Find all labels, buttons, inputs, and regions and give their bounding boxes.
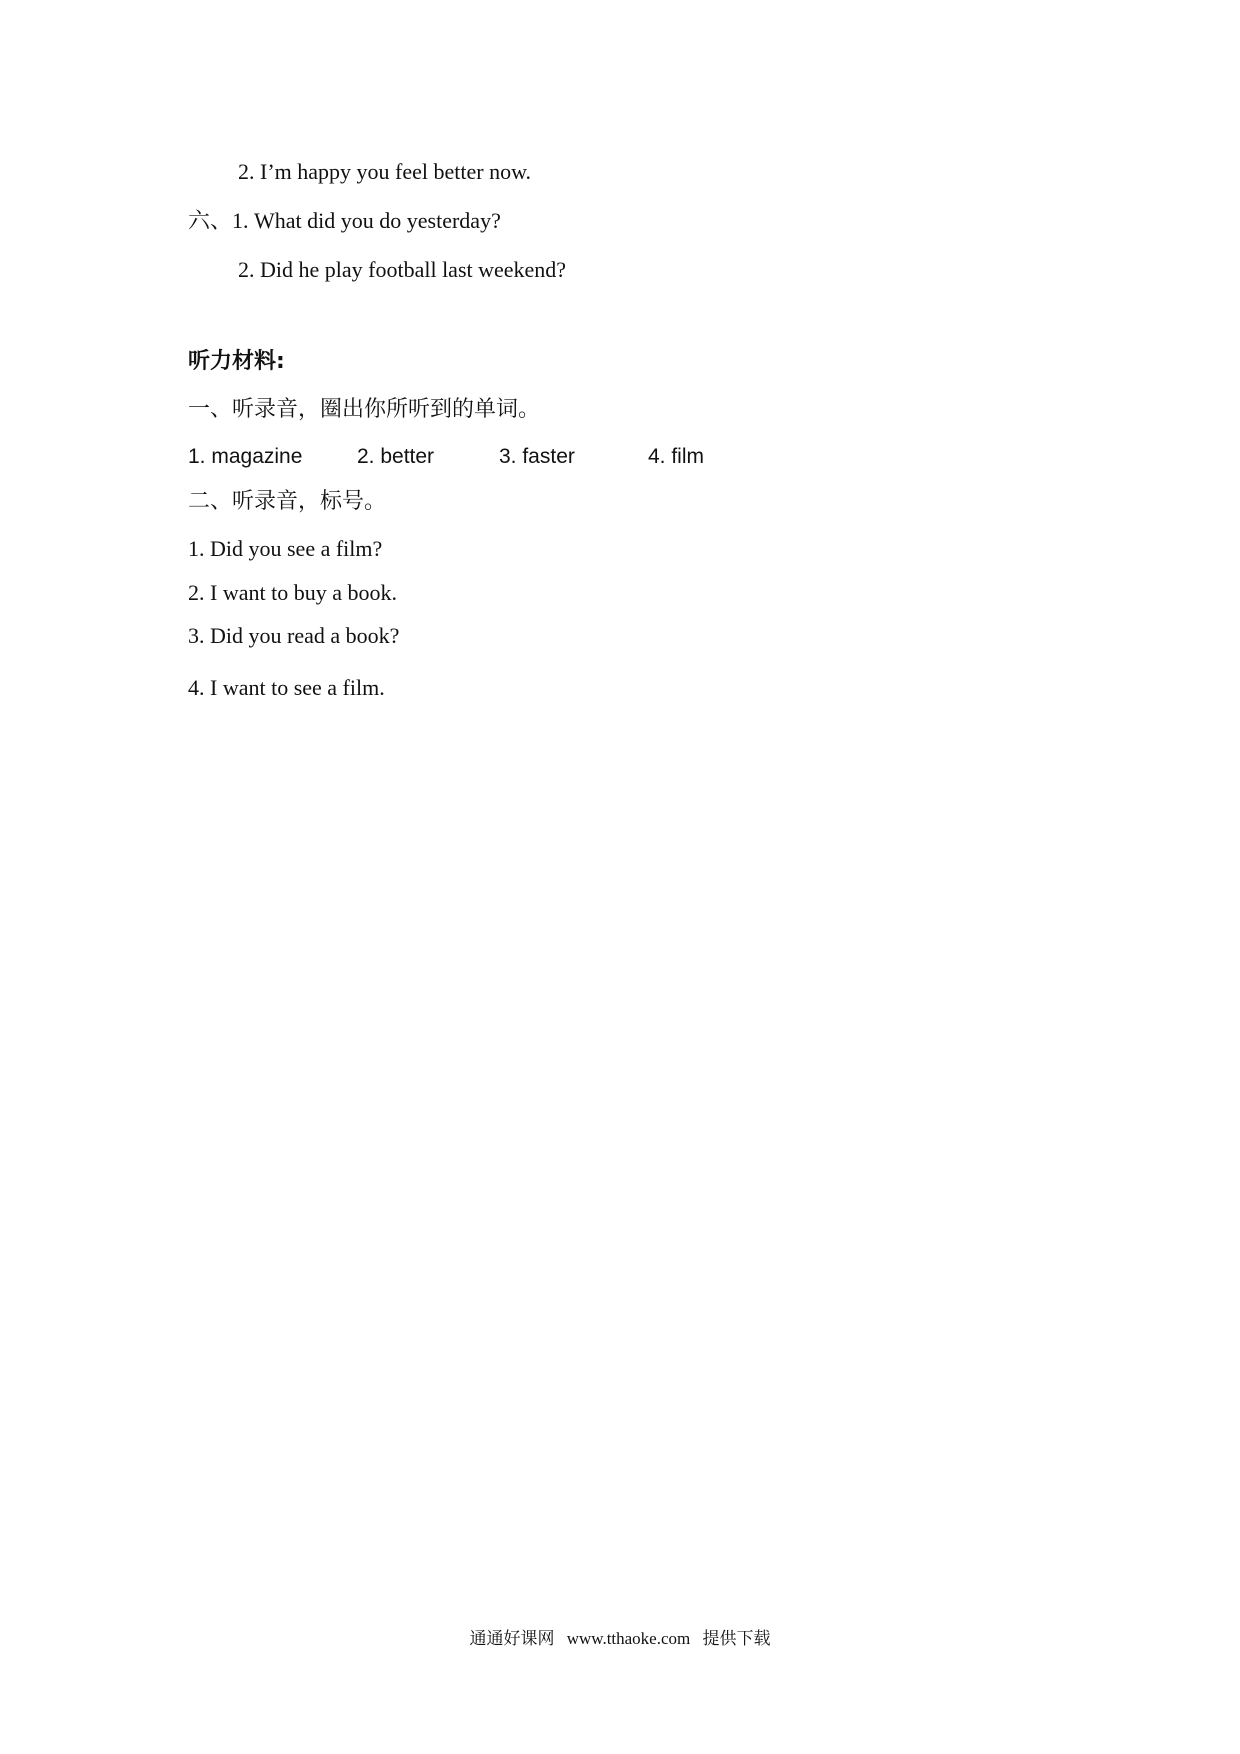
sentence-item: 4. I want to see a film. <box>188 675 385 700</box>
footer-suffix: 提供下载 <box>702 1629 771 1649</box>
word-item: 3. faster <box>499 445 575 468</box>
section-1-title: 一、听录音，圈出你所听到的单词。 <box>188 397 541 422</box>
page-footer <box>0 1627 1240 1651</box>
sentence-item: 2. I want to buy a book. <box>188 580 397 605</box>
word-item: 2. better <box>357 445 435 468</box>
word-item: 1. magazine <box>188 445 303 468</box>
section-2-title: 二、听录音，标号。 <box>188 489 387 514</box>
answer-q6-item-2: 2. Did he play football last weekend? <box>238 257 567 282</box>
word-item: 4. film <box>648 445 705 468</box>
answer-q6-item-1-text: 1. What did you do yesterday? <box>232 208 501 233</box>
sentence-item: 3. Did you read a book? <box>188 623 400 648</box>
answer-q6-item-1 <box>188 207 501 236</box>
section-number-six: 六、 <box>188 209 233 234</box>
listening-material-heading: 听力材料: <box>188 349 285 374</box>
footer-url-link[interactable]: www.tthaoke.com <box>566 1629 691 1648</box>
answer-q5-item-2: 2. I’m happy you feel better now. <box>238 159 532 184</box>
footer-site-name: 通通好课网 <box>469 1629 555 1649</box>
sentence-item: 1. Did you see a film? <box>188 536 383 561</box>
